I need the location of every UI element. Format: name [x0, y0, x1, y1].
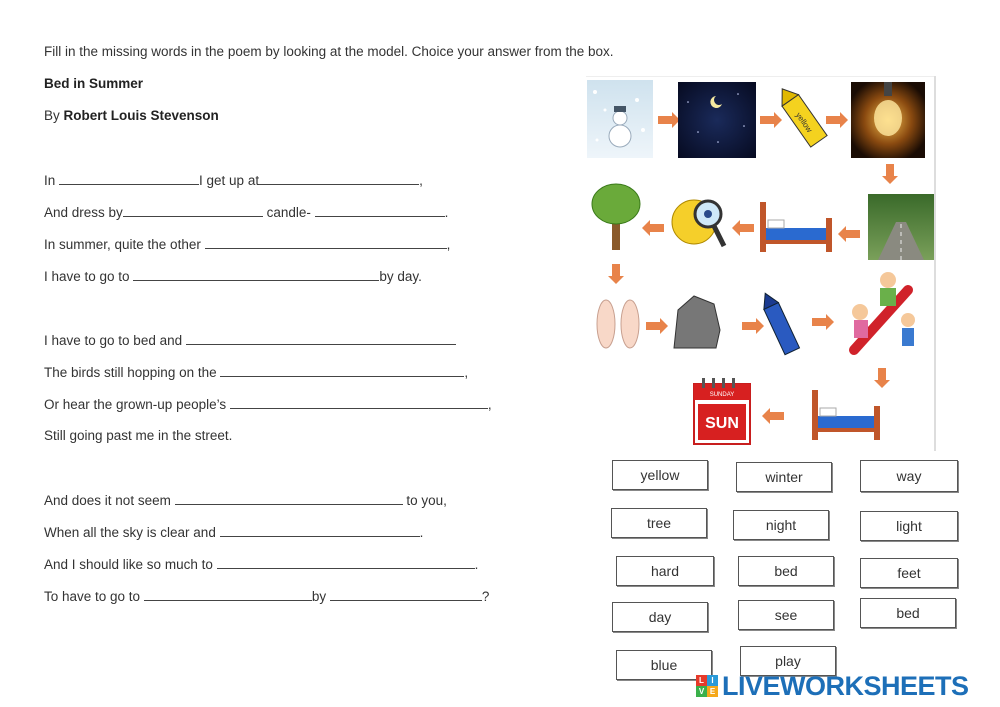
arrow-right-icon	[646, 322, 660, 330]
logo-badge-icon: L I V E	[696, 675, 718, 697]
arrow-down-icon	[878, 368, 886, 380]
blank-input[interactable]	[259, 172, 419, 185]
word-option[interactable]: day	[612, 602, 708, 632]
poem-line-8: Still going past me in the street.	[44, 428, 233, 443]
light-bulb-icon	[851, 82, 925, 158]
poem-line-1: In I get up at ,	[44, 173, 423, 188]
blank-input[interactable]	[144, 588, 312, 601]
night-sky-picture	[678, 82, 756, 158]
word-option[interactable]: yellow	[612, 460, 708, 490]
light-bulb-picture	[851, 82, 925, 158]
poem-line-11: And I should like so much to .	[44, 557, 479, 572]
road-icon	[868, 194, 934, 260]
word-option[interactable]: play	[740, 646, 836, 676]
poem-line-2: And dress by candle- .	[44, 205, 449, 220]
word-option[interactable]: bed	[860, 598, 956, 628]
hard-rock-picture	[668, 290, 724, 352]
word-option[interactable]: tree	[611, 508, 707, 538]
poem-line-4: I have to go to by day.	[44, 269, 422, 284]
blank-input[interactable]	[315, 204, 445, 217]
poem-line-9: And does it not seem to you,	[44, 493, 447, 508]
blank-input[interactable]	[220, 364, 464, 377]
word-option[interactable]: way	[860, 460, 958, 492]
blank-input[interactable]	[175, 492, 403, 505]
frame-line	[586, 76, 936, 77]
play-children-picture	[846, 268, 918, 360]
calendar-top-label: SUNDAY	[709, 392, 735, 398]
crayon-icon	[758, 290, 802, 360]
bed-icon	[808, 384, 884, 444]
bed-icon	[756, 198, 836, 256]
way-road-picture	[868, 194, 934, 260]
sunday-calendar-picture	[692, 376, 752, 446]
word-option[interactable]: feet	[860, 558, 958, 588]
playground-slide-icon	[846, 268, 918, 360]
arrow-down-icon	[886, 164, 894, 176]
by-prefix: By	[44, 108, 60, 123]
yellow-crayon-picture	[780, 82, 828, 158]
arrow-left-icon	[650, 224, 664, 232]
poem-line-10: When all the sky is clear and .	[44, 525, 424, 540]
blank-input[interactable]	[230, 396, 488, 409]
feet-picture	[590, 290, 646, 352]
arrow-left-icon	[770, 412, 784, 420]
word-option[interactable]: night	[733, 510, 829, 540]
arrow-right-icon	[760, 116, 774, 124]
bed-picture	[756, 198, 836, 256]
blank-input[interactable]	[59, 172, 199, 185]
calendar-icon	[692, 376, 752, 446]
crayon-icon	[780, 82, 828, 158]
poem-line-6: The birds still hopping on the ,	[44, 365, 469, 380]
snowman-icon	[587, 80, 653, 158]
calendar-day-label: SUN	[705, 415, 739, 432]
arrow-right-icon	[658, 116, 672, 124]
arrow-down-icon	[612, 264, 620, 276]
liveworksheets-logo	[696, 670, 969, 702]
poem-line-7: Or hear the grown-up people’s ,	[44, 397, 492, 412]
word-option[interactable]: light	[860, 511, 958, 541]
arrow-right-icon	[826, 116, 840, 124]
blank-input[interactable]	[205, 236, 447, 249]
rock-icon	[668, 290, 724, 352]
magnifier-icon	[668, 190, 732, 262]
word-option[interactable]: blue	[616, 650, 712, 680]
arrow-right-icon	[812, 318, 826, 326]
blank-input[interactable]	[330, 588, 482, 601]
tree-icon	[590, 180, 642, 252]
word-option[interactable]: hard	[616, 556, 714, 586]
frame-line	[934, 76, 936, 451]
crayon-label: yellow	[793, 110, 814, 135]
arrow-left-icon	[740, 224, 754, 232]
bed-picture	[808, 384, 884, 444]
moon-icon	[678, 82, 756, 158]
feet-icon	[590, 290, 646, 352]
blue-crayon-picture	[758, 290, 802, 360]
blank-input[interactable]	[186, 332, 456, 345]
word-option[interactable]: see	[738, 600, 834, 630]
word-option[interactable]: bed	[738, 556, 834, 586]
poem-line-3: In summer, quite the other ,	[44, 237, 451, 252]
blank-input[interactable]	[217, 556, 475, 569]
blank-input[interactable]	[133, 268, 379, 281]
tree-picture	[590, 180, 642, 252]
winter-snowman-picture	[587, 80, 653, 158]
arrow-right-icon	[742, 322, 756, 330]
poem-author: Robert Louis Stevenson	[63, 108, 219, 123]
poem-line-12: To have to go to by ?	[44, 589, 490, 604]
logo-text: LIVEWORKSHEETS	[722, 670, 969, 701]
blank-input[interactable]	[220, 524, 420, 537]
word-option[interactable]: winter	[736, 462, 832, 492]
poem-line-5: I have to go to bed and	[44, 332, 456, 348]
arrow-left-icon	[846, 230, 860, 238]
see-magnifier-picture	[668, 190, 732, 262]
instructions: Fill in the missing words in the poem by looking at the model. Choice your answer from the box.	[44, 44, 614, 59]
poem-title: Bed in Summer	[44, 76, 144, 91]
poem-author-line	[44, 108, 219, 123]
blank-input[interactable]	[123, 204, 263, 217]
